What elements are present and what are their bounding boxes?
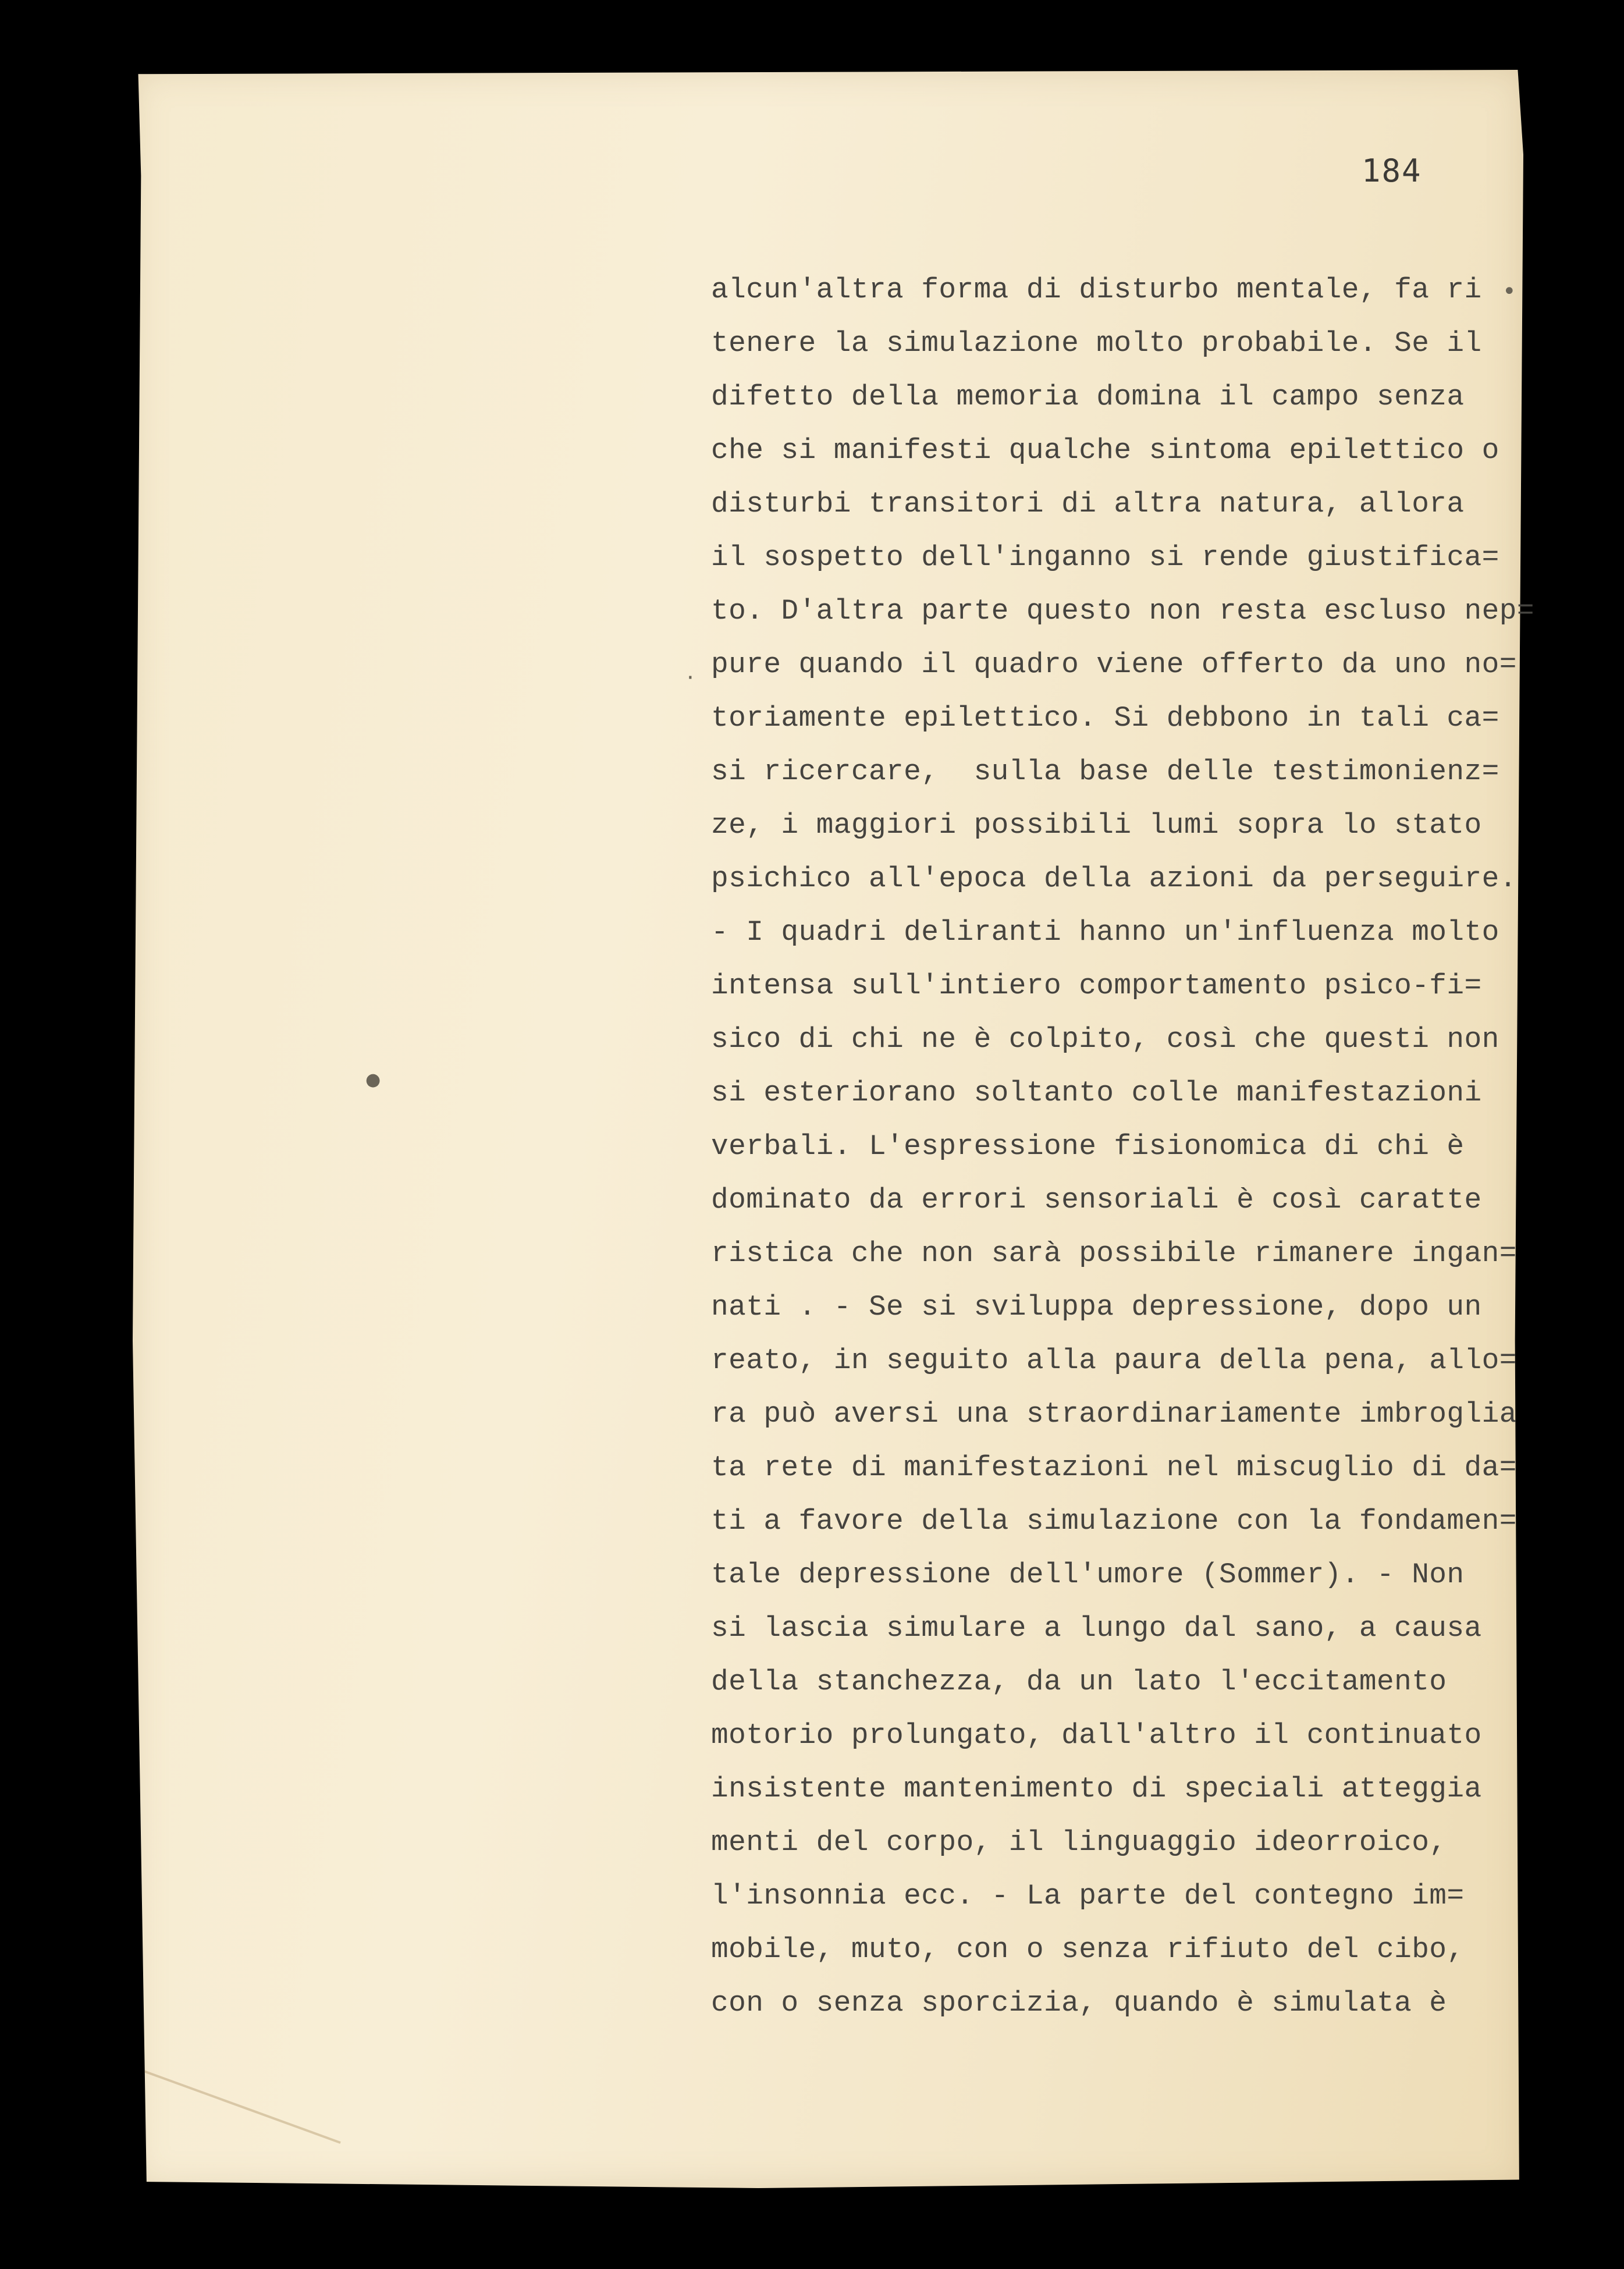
text-line: motorio prolungato, dall'altro il continuato: [711, 1719, 1482, 1752]
text-line: si ricercare, sulla base delle testimonienz=: [711, 755, 1499, 788]
text-line: insistente mantenimento di speciali atteggia: [711, 1773, 1482, 1805]
text-line: dominato da errori sensoriali è così caratte: [711, 1184, 1482, 1216]
text-line: mobile, muto, con o senza rifiuto del cibo,: [711, 1933, 1465, 1966]
text-line: ta rete di manifestazioni nel miscuglio di da=: [711, 1451, 1517, 1484]
text-line: alcun'altra forma di disturbo mentale, fa ri: [711, 274, 1482, 306]
text-line: sico di chi ne è colpito, così che questi non: [711, 1023, 1499, 1056]
text-line: intensa sull'intiero comportamento psico-fi=: [711, 970, 1482, 1002]
ink-speck: •: [1502, 278, 1516, 305]
text-line: l'insonnia ecc. - La parte del contegno im=: [711, 1880, 1465, 1912]
text-line: ti a favore della simulazione con la fondamen=: [711, 1505, 1517, 1537]
text-line: menti del corpo, il linguaggio ideorroico,: [711, 1826, 1447, 1859]
text-line: reato, in seguito alla paura della pena, allo=: [711, 1344, 1517, 1377]
text-line: - I quadri deliranti hanno un'influenza molto: [711, 916, 1499, 949]
text-line: tale depressione dell'umore (Sommer). - Non: [711, 1558, 1465, 1591]
text-line: toriamente epilettico. Si debbono in tali ca=: [711, 702, 1499, 734]
text-line: con o senza sporcizia, quando è simulata è: [711, 1987, 1447, 2019]
ink-speck: ●: [365, 1070, 381, 1090]
text-line: difetto della memoria domina il campo senza: [711, 381, 1465, 413]
text-line: ze, i maggiori possibili lumi sopra lo stato: [711, 809, 1482, 841]
text-line: nati . - Se si sviluppa depressione, dopo un: [711, 1291, 1482, 1323]
text-line: ra può aversi una straordinariamente imbroglia: [711, 1398, 1517, 1430]
text-line: ristica che non sarà possibile rimanere ingan=: [711, 1237, 1517, 1270]
typewritten-text: [711, 263, 1537, 2030]
page-number: 184: [1362, 152, 1422, 189]
text-line: si esteriorano soltanto colle manifestazioni: [711, 1077, 1482, 1109]
text-line: della stanchezza, da un lato l'eccitamento: [711, 1666, 1447, 1698]
ink-speck: ·: [687, 665, 694, 691]
text-line: pure quando il quadro viene offerto da uno no=: [711, 648, 1517, 681]
text-line: il sospetto dell'inganno si rende giustifica=: [711, 541, 1499, 574]
text-line: che si manifesti qualche sintoma epilettico o: [711, 434, 1499, 467]
text-line: to. D'altra parte questo non resta escluso nep=: [711, 595, 1534, 627]
text-line: tenere la simulazione molto probabile. Se il: [711, 327, 1482, 360]
text-line: psichico all'epoca della azioni da perseguire.: [711, 862, 1517, 895]
text-line: si lascia simulare a lungo dal sano, a causa: [711, 1612, 1482, 1645]
text-line: disturbi transitori di altra natura, allora: [711, 488, 1465, 520]
text-line: verbali. L'espressione fisionomica di chi è: [711, 1130, 1465, 1163]
